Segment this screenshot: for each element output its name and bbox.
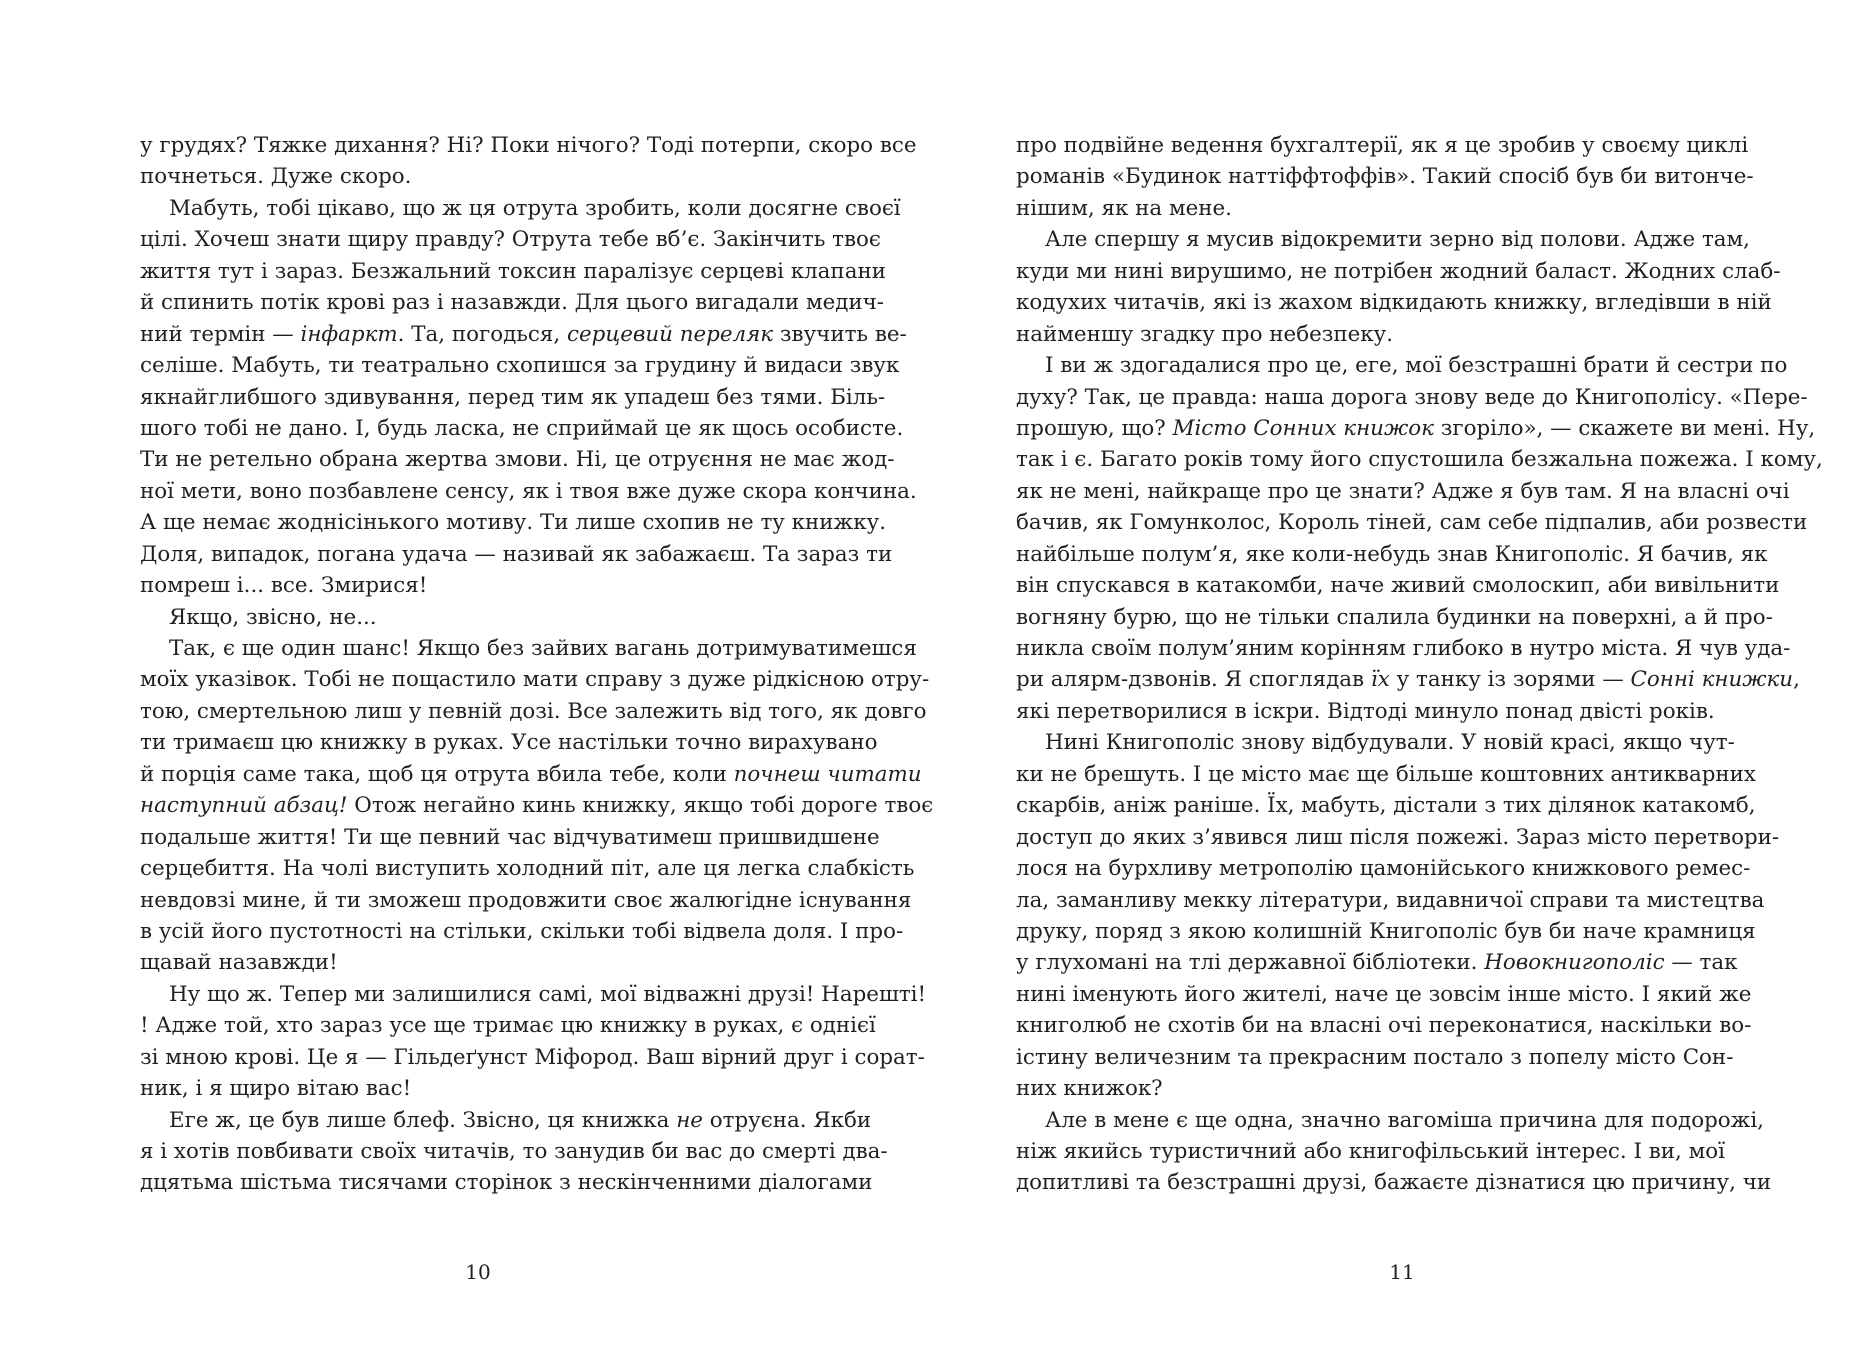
text-run: Нині Книгополіс знову відбудували. У новій красі, якщо чут- [1045, 730, 1735, 756]
italic-text: Місто Сонних книжок [1172, 415, 1434, 441]
text-line [1016, 1073, 1702, 1104]
text-line [140, 161, 826, 192]
italic-text: Новокнигополіс [1484, 950, 1665, 976]
text-line [1016, 287, 1772, 318]
text-run: ла, заманливу мекку літератури, видавничої справи та мистецтва [1016, 887, 1765, 913]
text-run: Мабуть, тобі цікаво, що ж ця отрута зробить, коли досягне своєї [169, 195, 901, 221]
text-line [1016, 696, 1715, 727]
text-run: звучить ве- [773, 321, 907, 347]
text-line [1016, 539, 1768, 570]
right-page [935, 0, 1870, 1360]
text-line [1016, 256, 1781, 287]
text-line [1016, 916, 1756, 947]
text-run: життя тут і зараз. Безжальний токсин паралізує серцеві клапани [140, 258, 886, 284]
text-run: никла своїм полум’яним корінням глибоко в нутро міста. Я чув уда- [1016, 636, 1791, 661]
text-run: вогняну бурю, що не тільки спалила будинки на поверхні, а й про- [1016, 604, 1773, 630]
text-run: духу? Так, це правда: наша дорога знову веде до Книгополісу. «Пере- [1016, 384, 1808, 410]
text-run: І ви ж здогадалися про це, еге, мої безстрашні брати й сестри по [1045, 353, 1788, 379]
text-run: Доля, випадок, погана удача — називай як забажаєш. Та зараз ти [140, 541, 893, 567]
italic-text: почнеш читати [733, 761, 922, 787]
text-run: бачив, як Гомунколос, Король тіней, сам себе підпалив, аби розвести [1016, 510, 1808, 536]
italic-text: їх [1370, 667, 1390, 693]
text-line [1016, 1167, 1772, 1198]
text-line [140, 1136, 888, 1167]
text-run: ри алярм-дзвонів. Я споглядав [1016, 667, 1371, 693]
text-line [140, 633, 917, 664]
text-run: подальше життя! Ти ще певний час відчуватимеш пришвидшене [140, 824, 880, 850]
text-run: Отож негайно кинь книжку, якщо тобі дороге твоє [347, 793, 934, 819]
text-line [140, 916, 904, 947]
text-run: й порція саме така, щоб ця отрута вбила тебе, коли [140, 761, 734, 787]
text-line [1016, 853, 1751, 884]
text-line [1016, 319, 1702, 350]
text-run: , [1793, 667, 1800, 693]
text-line [140, 885, 912, 916]
text-line [140, 350, 900, 381]
text-line [1016, 885, 1765, 916]
text-line [1016, 224, 1750, 255]
text-line [1016, 350, 1788, 381]
text-line [1016, 382, 1808, 413]
text-run: про подвійне ведення бухгалтерії, як я це зробив у своєму циклі [1016, 133, 1749, 158]
text-line [140, 287, 885, 318]
text-run: істину величезним та прекрасним постало з попелу місто Сон- [1016, 1044, 1734, 1070]
text-run: я і хотів повбивати своїх читачів, то занудив би вас до смерті два- [140, 1139, 888, 1164]
text-line [1016, 790, 1756, 821]
text-run: прошую, що? [1016, 415, 1173, 441]
text-line [140, 130, 917, 161]
text-line [140, 319, 907, 350]
text-line [140, 444, 895, 475]
text-line [1016, 664, 1800, 695]
text-run: тою, смертельною лиш у певній дозі. Все залежить від того, як довго [140, 698, 927, 724]
text-line [140, 539, 893, 570]
text-line [140, 382, 886, 413]
text-line [140, 822, 880, 853]
text-run: які перетворилися в іскри. Відтоді минуло понад двісті років. [1016, 698, 1715, 724]
text-run: них книжок? [1016, 1076, 1163, 1102]
text-line [140, 224, 881, 255]
text-line [140, 853, 915, 884]
text-line [1016, 413, 1816, 444]
italic-text: не [676, 1107, 703, 1133]
text-run: Якщо, звісно, не... [169, 604, 377, 630]
text-run: щавай назавжди! [140, 950, 338, 976]
text-line [1016, 822, 1780, 853]
text-run: — так [1664, 950, 1738, 976]
text-run: книголюб не схотів би на власні очі переконатися, наскільки во- [1016, 1013, 1752, 1039]
text-run: кодухих читачів, які із жахом відкидають книжку, вгледівши в ній [1016, 290, 1772, 316]
text-run: дцятьма шістьма тисячами сторінок з нескінченними діалогами [140, 1170, 873, 1196]
italic-text: серцевий переляк [567, 321, 774, 347]
text-run: Еге ж, це був лише блеф. Звісно, ця книжка [169, 1107, 677, 1133]
text-run: моїх указівок. Тобі не пощастило мати справу з дуже рідкісною отру- [140, 667, 930, 693]
text-run: скарбів, аніж раніше. Їх, мабуть, дістали з тих ділянок катакомб, [1016, 793, 1756, 819]
text-line [140, 413, 904, 444]
text-line [1016, 602, 1773, 633]
text-line [1016, 1105, 1764, 1136]
text-line [1016, 947, 1738, 978]
text-line [1016, 1136, 1725, 1167]
text-line [140, 1073, 826, 1104]
text-run: Так, є ще один шанс! Якщо без зайвих вагань дотримуватимешся [169, 636, 917, 661]
text-run: ник, і я щиро вітаю вас! [140, 1076, 412, 1102]
text-line [140, 790, 934, 821]
text-run: так і є. Багато років тому його спустошила безжальна пожежа. І кому, [1016, 447, 1823, 473]
right-page-body-text [1016, 130, 1823, 1199]
text-line [1016, 633, 1791, 664]
text-run: допитливі та безстрашні друзі, бажаєте дізнатися цю причину, чи [1016, 1170, 1772, 1196]
page-number-right: 11 [1389, 1260, 1415, 1284]
text-run: як не мені, найкраще про це знати? Адже я був там. Я на власні очі [1016, 478, 1790, 504]
text-run: він спускався в катакомби, наче живий смолоскип, аби вивільнити [1016, 573, 1780, 599]
text-line [140, 759, 922, 790]
text-line [140, 1042, 925, 1073]
text-line [140, 1167, 873, 1198]
text-line [140, 507, 886, 538]
text-run: . Та, погодься, [397, 321, 568, 347]
text-run: зі мною крові. Це я — Гільдеґунст Міфород. Ваш вірний друг і сорат- [140, 1044, 925, 1070]
text-line [1016, 727, 1735, 758]
text-run: серцебиття. На чолі виступить холодний піт, але ця легка слабкість [140, 856, 915, 882]
text-run: у глухомані на тлі державної бібліотеки. [1016, 950, 1485, 976]
text-run: ної мети, воно позбавлене сенсу, як і твоя вже дуже скора кончина. [140, 478, 917, 504]
text-run: у грудях? Тяжке дихання? Ні? Поки нічого? Тоді потерпи, скоро все [140, 133, 917, 158]
text-run: в усій його пустотності на стільки, скільки тобі відвела доля. І про- [140, 918, 904, 944]
text-run: ніж якийсь туристичний або книгофільський інтерес. І ви, мої [1016, 1139, 1725, 1164]
text-run: ний термін — [140, 321, 301, 347]
text-line [140, 979, 927, 1010]
text-line [140, 1105, 872, 1136]
italic-text: наступний абзац! [140, 793, 348, 819]
text-line [1016, 570, 1780, 601]
text-line [1016, 1010, 1752, 1041]
text-line [140, 476, 917, 507]
text-run: Але в мене є ще одна, значно вагоміша причина для подорожі, [1045, 1107, 1764, 1133]
italic-text: Сонні книжки [1630, 667, 1794, 693]
text-run: А ще немає жоднісінького мотиву. Ти лише схопив не ту книжку. [140, 510, 886, 536]
text-line [140, 570, 826, 601]
text-run: куди ми нині вирушимо, не потрібен жодний баласт. Жодних слаб- [1016, 258, 1781, 284]
italic-text: інфаркт [300, 321, 398, 347]
text-run: ки не брешуть. І це місто має ще більше коштовних антикварних [1016, 761, 1756, 787]
text-line [1016, 130, 1749, 161]
text-run: найменшу згадку про небезпеку. [1016, 321, 1394, 347]
text-line [1016, 759, 1756, 790]
text-run: Але спершу я мусив відокремити зерно від полови. Адже там, [1045, 227, 1750, 253]
text-run: найбільше полум’я, яке коли-небудь знав Книгополіс. Я бачив, як [1016, 541, 1768, 567]
text-run: селіше. Мабуть, ти театрально схопишся за грудину й видаси звук [140, 353, 900, 379]
text-run: романів «Будинок наттіффтоффів». Такий спосіб був би витонче- [1016, 164, 1754, 190]
text-line [1016, 476, 1790, 507]
text-line [1016, 444, 1823, 475]
page-number-left: 10 [465, 1260, 491, 1284]
text-line [140, 602, 826, 633]
text-run: Ти не ретельно обрана жертва змови. Ні, це отруєння не має жод- [140, 447, 895, 473]
text-run: якнайглибшого здивування, перед тим як упадеш без тями. Біль- [140, 384, 886, 410]
text-run: невдовзі мине, й ти зможеш продовжити своє жалюгідне існування [140, 887, 912, 913]
text-line [140, 696, 927, 727]
text-line [140, 664, 930, 695]
text-run: доступ до яких з’явився лиш після пожежі. Зараз місто перетвори- [1016, 824, 1780, 850]
text-line [140, 1010, 876, 1041]
text-run: ! Адже той, хто зараз усе ще тримає цю книжку в руках, є однієї [140, 1013, 876, 1039]
left-page-body-text [140, 130, 934, 1199]
text-run: ти тримаєш цю книжку в руках. Усе настільки точно вирахувано [140, 730, 878, 756]
text-line [1016, 193, 1702, 224]
text-line [1016, 1042, 1734, 1073]
text-line [1016, 161, 1754, 192]
text-run: у танку із зорями — [1389, 667, 1631, 693]
text-run: лося на бурхливу метрополію цамонійського книжкового ремес- [1016, 856, 1751, 882]
text-run: й спинить потік крові раз і назавжди. Для цього вигадали медич- [140, 290, 885, 316]
text-run: згоріло», — скажете ви мені. Ну, [1433, 415, 1816, 441]
text-run: нині іменують його жителі, наче це зовсім інше місто. І який же [1016, 981, 1752, 1007]
text-run: помреш і... все. Змирися! [140, 573, 428, 599]
text-run: шого тобі не дано. І, будь ласка, не сприймай це як щось особисте. [140, 415, 904, 441]
text-line [140, 947, 826, 978]
text-run: отруєна. Якби [702, 1107, 872, 1133]
text-line [140, 727, 878, 758]
text-run: цілі. Хочеш знати щиру правду? Отрута тебе вб’є. Закінчить твоє [140, 227, 881, 253]
text-run: нішим, як на мене. [1016, 195, 1232, 221]
text-run: друку, поряд з якою колишній Книгополіс був би наче крамниця [1016, 918, 1756, 944]
text-line [140, 193, 901, 224]
text-run: почнеться. Дуже скоро. [140, 164, 412, 190]
text-line [1016, 979, 1752, 1010]
text-line [140, 256, 886, 287]
text-run: Ну що ж. Тепер ми залишилися самі, мої відважні друзі! Нарешті! [169, 981, 927, 1007]
text-line [1016, 507, 1808, 538]
